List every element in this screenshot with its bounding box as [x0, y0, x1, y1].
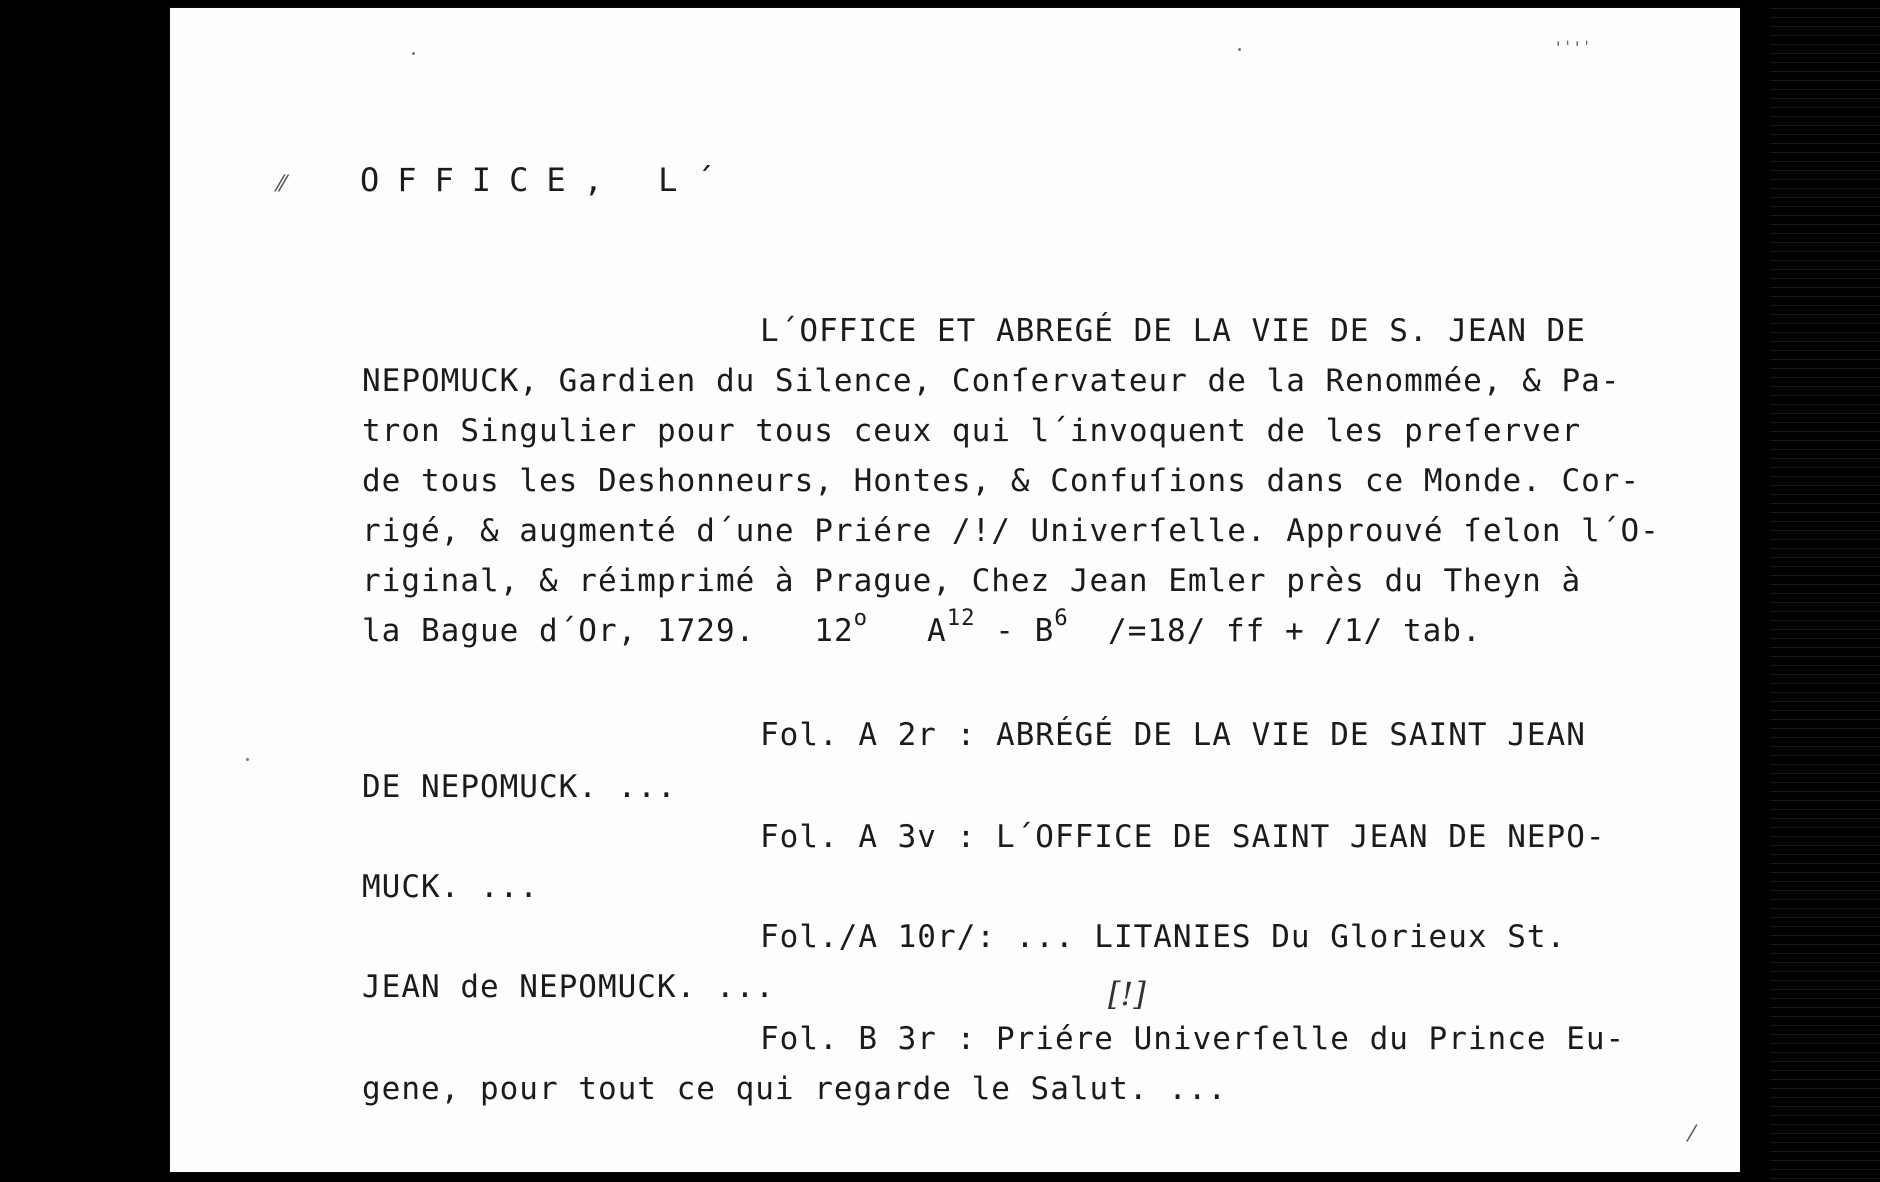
- title-line: de tous les Deshonneurs, Hontes, & Confuſions dans ce Monde. Cor-: [362, 463, 1641, 499]
- contents-continuation: gene, pour tout ce qui regarde le Salut. ...: [362, 1071, 1228, 1107]
- leaf-count: /=18/ ff + /1/ tab.: [1108, 613, 1482, 649]
- contents-continuation: JEAN de NEPOMUCK. ...: [362, 969, 775, 1005]
- corner-mark: ' ˈ ' ˈ: [1556, 38, 1589, 57]
- title-line: rigé, & augmenté d´une Priére /!/ Univerſelle. Approuvé ſelon l´O-: [362, 513, 1660, 549]
- speck: [246, 758, 249, 761]
- title-line: NEPOMUCK, Gardien du Silence, Conſervateur de la Renommée, & Pa-: [362, 363, 1621, 399]
- format-sup: o: [853, 604, 869, 631]
- collation-a: A: [927, 613, 947, 649]
- title-line: tron Singulier pour tous ceux qui l´invoquent de les preſerver: [362, 413, 1582, 449]
- corner-mark: ⁄: [1690, 1122, 1694, 1147]
- title-line: L´OFFICE ET ABREGÉ DE LA VIE DE S. JEAN DE: [760, 313, 1586, 349]
- collation-sep: - B: [995, 613, 1055, 649]
- contents-ref: Fol. B 3r : Priére Univerſelle du Prince Eu-: [760, 1021, 1626, 1057]
- contents-ref: Fol./A 10r/: ... LITANIES Du Glorieux St.: [760, 919, 1567, 955]
- handwritten-note: [!]: [1108, 975, 1146, 1013]
- contents-ref: Fol. A 3v : L´OFFICE DE SAINT JEAN DE NEPO-: [760, 819, 1606, 855]
- imprint-text: la Bague d´Or, 1729.: [362, 613, 756, 649]
- title-line: riginal, & réimprimé à Prague, Chez Jean Emler près du Theyn à: [362, 563, 1582, 599]
- contents-ref: Fol. A 2r : ABRÉGÉ DE LA VIE DE SAINT JEAN: [760, 717, 1586, 753]
- contents-continuation: DE NEPOMUCK. ...: [362, 769, 677, 805]
- collation-b-sup: 6: [1054, 604, 1069, 631]
- speck: [412, 52, 415, 55]
- imprint-line: [362, 604, 1482, 649]
- contents-continuation: MUCK. ...: [362, 869, 539, 905]
- corner-mark: ⁄⁄: [278, 172, 286, 197]
- format: 12: [814, 613, 854, 649]
- collation-a-sup: 12: [946, 604, 976, 631]
- scan-edge-noise: [1770, 0, 1880, 1182]
- card-heading: OFFICE, L´: [360, 161, 733, 199]
- speck: [1238, 48, 1241, 51]
